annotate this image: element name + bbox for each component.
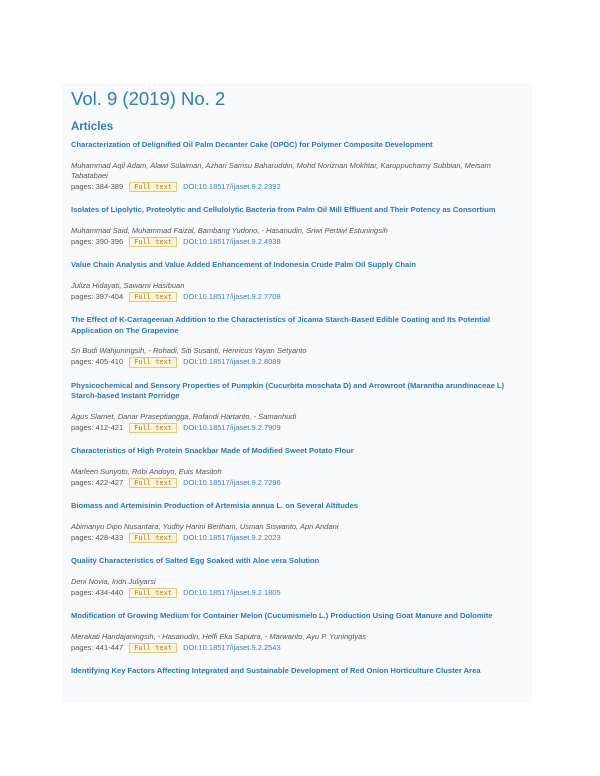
article-item: [71, 666, 529, 677]
article-title-link[interactable]: Identifying Key Factors Affecting Integrated and Sustainable Development of Red Onion Horticulture Cluster Area: [71, 666, 481, 675]
doi-link[interactable]: DOI:10.18517/ijaset.9.2.7909: [183, 422, 281, 432]
article-title-link[interactable]: Physicochemical and Sensory Properties of Pumpkin (Cucurbita moschata D) and Arrowroot (Marantha arundinaceae L) Starch-based Instant Porridge: [71, 380, 505, 400]
article-authors: Juliza Hidayati, Sawarni Hasibuan: [71, 280, 185, 290]
article-item: [71, 556, 529, 598]
article-meta: [71, 292, 529, 303]
article-title-link[interactable]: Quality Characteristics of Salted Egg Soaked with Aloe vera Solution: [71, 556, 320, 565]
full-text-button[interactable]: Full text: [129, 292, 177, 303]
article-authors: Agus Slamet, Danar Praseptiangga, Rofandi Hartanto, - Samanhudi: [71, 411, 297, 421]
article-pages: pages: 405-410: [71, 357, 124, 367]
article-pages: pages: 422-427: [71, 477, 124, 487]
article-authors: Marleen Sunyoto, Robi Andoyo, Euis Masitoh: [71, 466, 222, 476]
article-authors: Merakati Handajaningsih, - Hasanudin, Helfi Eka Saputra, - Marwanto, Ayu P. Yuningtyas: [71, 631, 367, 641]
article-authors: Muhammad Aqil Adam, Alawi Sulaiman, Azhari Samsu Baharuddin, Mohd Noriznan Mokhtar, Karuppuchamy Subbian, Meisam Tabatabaei: [71, 160, 491, 180]
doi-link[interactable]: DOI:10.18517/ijaset.9.2.8089: [183, 357, 281, 367]
article-meta: [71, 237, 529, 248]
full-text-button[interactable]: Full text: [129, 533, 177, 544]
article-meta: [71, 423, 529, 434]
article-pages: pages: 397-404: [71, 291, 124, 301]
doi-link[interactable]: DOI:10.18517/ijaset.9.2.7296: [183, 477, 281, 487]
article-meta: [71, 357, 529, 368]
article-authors: Abimanyu Dipo Nusantara, Yudhy Harini Bertham, Usman Siswanto, Apri Andani: [71, 521, 339, 531]
article-title-link[interactable]: Characteristics of High Protein Snackbar Made of Modified Sweet Potato Flour: [71, 446, 354, 455]
article-pages: pages: 434-440: [71, 587, 124, 597]
article-item: [71, 381, 529, 434]
article-pages: pages: 384-389: [71, 181, 124, 191]
doi-link[interactable]: DOI:10.18517/ijaset.9.2.2392: [183, 181, 281, 191]
article-meta: [71, 588, 529, 599]
issue-content: [71, 88, 529, 677]
article-item: [71, 501, 529, 543]
full-text-button[interactable]: Full text: [129, 237, 177, 248]
full-text-button[interactable]: Full text: [129, 643, 177, 654]
doi-link[interactable]: DOI:10.18517/ijaset.9.2.1805: [183, 587, 281, 597]
article-pages: pages: 412-421: [71, 422, 124, 432]
article-title-link[interactable]: Characterization of Delignified Oil Palm Decanter Cake (OPDC) for Polymer Composite Development: [71, 140, 433, 149]
article-meta: [71, 643, 529, 654]
article-meta: [71, 533, 529, 544]
doi-link[interactable]: DOI:10.18517/ijaset.9.2.7708: [183, 291, 281, 301]
article-title-link[interactable]: Biomass and Artemisinin Production of Artemisia annua L. on Several Altitudes: [71, 501, 358, 510]
section-title: Articles: [71, 121, 114, 133]
full-text-button[interactable]: Full text: [129, 182, 177, 193]
article-pages: pages: 390-396: [71, 236, 124, 246]
full-text-button[interactable]: Full text: [129, 588, 177, 599]
article-list: [71, 140, 529, 677]
article-title-link[interactable]: Isolates of Lipolytic, Proteolytic and Cellulolytic Bacteria from Palm Oil Mill Effluent and Their Potency as Consortium: [71, 205, 496, 214]
article-meta: [71, 478, 529, 489]
article-authors: Sri Budi Wahjuningsih, - Rohadi, Siti Susanti, Henricus Yayan Setyanto: [71, 346, 307, 355]
full-text-button[interactable]: Full text: [129, 478, 177, 489]
doi-link[interactable]: DOI:10.18517/ijaset.9.2.2023: [183, 532, 281, 542]
article-authors: Deni Novia, Indri Juliyarsi: [71, 576, 156, 586]
issue-title: Vol. 9 (2019) No. 2: [71, 88, 226, 109]
article-authors: Muhammad Said, Muhammad Faizal, Bambang Yudono, - Hasanudin, Sriwi Pertiwi Estuningsih: [71, 225, 388, 235]
article-title-link[interactable]: Modification of Growing Medium for Container Melon (Cucumismelo L.) Production Using Goat Manure and Dolomite: [71, 611, 493, 620]
doi-link[interactable]: DOI:10.18517/ijaset.9.2.4938: [183, 236, 281, 246]
article-item: [71, 611, 529, 653]
article-pages: pages: 428-433: [71, 532, 124, 542]
article-meta: [71, 182, 529, 193]
article-item: [71, 205, 529, 247]
article-title-link[interactable]: The Effect of K-Carrageenan Addition to the Characteristics of Jicama Starch-Based Edible Coating and Its Potential Application on The Grapevine: [71, 315, 491, 335]
full-text-button[interactable]: Full text: [129, 423, 177, 434]
doi-link[interactable]: DOI:10.18517/ijaset.9.2.2543: [183, 642, 281, 652]
article-pages: pages: 441-447: [71, 642, 124, 652]
article-item: [71, 260, 529, 302]
article-title-link[interactable]: Value Chain Analysis and Value Added Enhancement of Indonesia Crude Palm Oil Supply Chain: [71, 260, 417, 269]
article-item: [71, 446, 529, 488]
full-text-button[interactable]: Full text: [129, 357, 177, 368]
article-item: [71, 140, 529, 192]
article-item: [71, 315, 529, 368]
